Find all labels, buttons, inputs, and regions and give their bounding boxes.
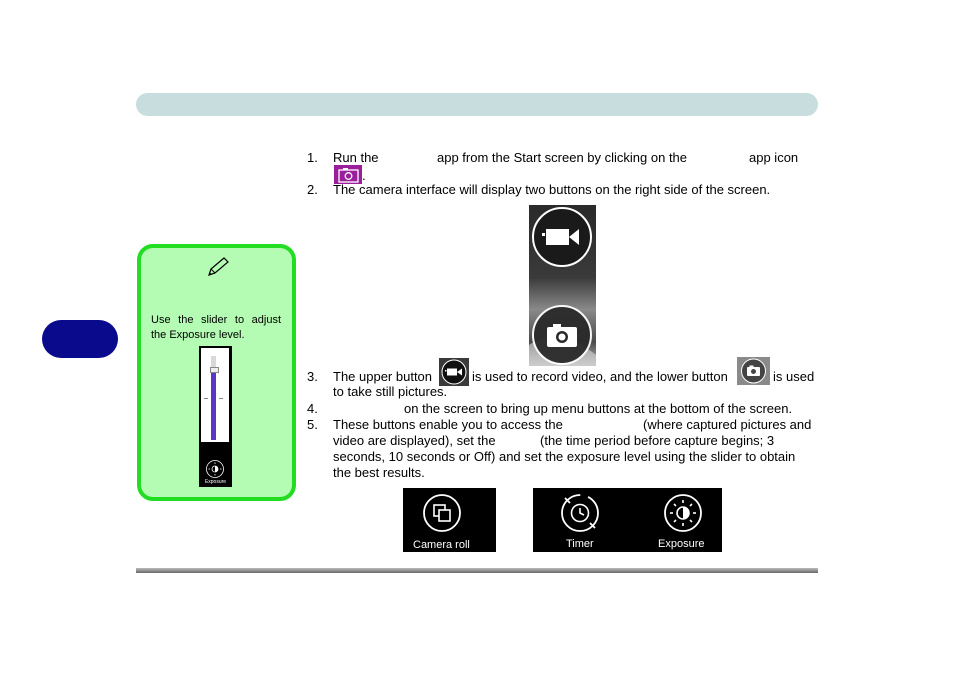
step-1-number: 1. (307, 150, 318, 165)
slider-tick (219, 398, 223, 399)
exposure-slider-thumb[interactable] (210, 367, 219, 373)
slider-tick (204, 398, 208, 399)
footer-rule (136, 568, 818, 573)
step-5-line-2b: (the time period before capture begins; 3 (540, 433, 775, 448)
step-5-number: 5. (307, 417, 318, 432)
step-4-text: on the screen to bring up menu buttons at the bottom of the screen. (404, 401, 793, 416)
take-photo-button-icon (737, 357, 770, 385)
camera-interface-preview (529, 205, 596, 366)
step-3-text-c: is used (773, 369, 815, 384)
note-text: Use the slider to adjust the Exposure level. (151, 314, 281, 341)
step-5-line-1b: (where captured pictures and (643, 417, 812, 432)
step-5-line-4: the best results. (333, 465, 425, 480)
timer-label: Timer (566, 538, 594, 550)
step-3-text-d: to take still pictures. (333, 384, 448, 399)
exposure-icon[interactable] (661, 492, 705, 534)
step-2-text: The camera interface will display two buttons on the right side of the screen. (333, 182, 771, 197)
header-bar (136, 93, 818, 116)
step-1-text-a: Run the (333, 150, 379, 165)
step-5-line-1a: These buttons enable you to access the (333, 417, 563, 432)
step-3-text-b: is used to record video, and the lower button (472, 369, 728, 384)
step-1-period: . (362, 168, 366, 183)
exposure-slider-caption: Exposure (204, 479, 227, 485)
step-1-text-c: app icon (749, 150, 799, 165)
step-5-line-3: seconds, 10 seconds or Off) and set the exposure level using the slider to obtain (333, 449, 796, 464)
pencil-icon (204, 256, 230, 278)
step-4-number: 4. (307, 401, 318, 416)
camera-roll-label: Camera roll (413, 539, 470, 551)
photo-camera-icon (533, 306, 591, 364)
step-3-text-a: The upper button (333, 369, 433, 384)
exposure-slider-fill (211, 370, 216, 440)
step-5-line-2a: video are displayed), set the (333, 433, 496, 448)
chapter-tab (42, 320, 118, 358)
record-video-button-icon (439, 358, 469, 386)
step-1-text-b: app from the Start screen by clicking on the (437, 150, 688, 165)
step-2-number: 2. (307, 182, 318, 197)
timer-icon[interactable] (559, 492, 601, 534)
exposure-icon (205, 459, 225, 479)
video-camera-icon (533, 208, 591, 266)
camera-roll-icon (422, 493, 462, 533)
step-3-number: 3. (307, 369, 318, 384)
exposure-label: Exposure (658, 538, 705, 550)
